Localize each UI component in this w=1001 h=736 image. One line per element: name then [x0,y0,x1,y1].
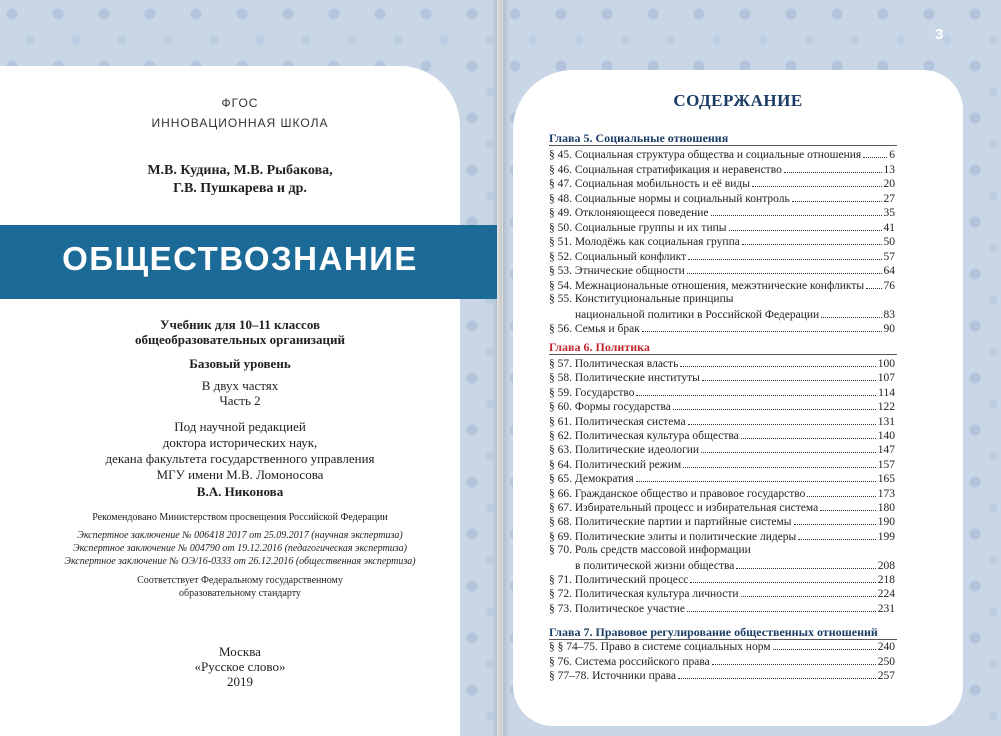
toc-item [549,515,895,529]
book-gutter [492,0,510,736]
subtitle-line-2: общеобразовательных организаций [134,332,345,347]
toc-chapter-7: Глава 7. Правовое регулирование общественных отношений [549,625,878,639]
toc-item [549,587,895,601]
toc-item-page: 57 [883,250,895,263]
toc-item-title: § § 74–75. Право в системе социальных норм [549,641,771,653]
toc-item-title: § 58. Политические институты [549,372,700,385]
toc-item [549,264,895,278]
toc-item-page: 114 [878,386,895,399]
toc-chapter-5: Глава 5. Социальные отношения [549,131,729,145]
toc-item-page: 35 [883,207,895,219]
toc-item [549,640,895,654]
toc-leader-dots [752,177,882,187]
toc-item [549,177,895,191]
toc-item-page: 83 [883,308,895,321]
toc-item-page: 131 [877,415,895,428]
toc-leader-dots [688,250,881,260]
recommendation-note: Рекомендовано Министерством просвещения Российской Федерации [92,512,388,523]
toc-item-title: § 54. Межнациональные отношения, межэтнические конфликты [549,279,865,292]
toc-item [549,206,895,220]
toc-leader-dots [742,235,882,245]
series-school-label: ИННОВАЦИОННАЯ ШКОЛА [151,116,329,130]
toc-item-page: 240 [877,641,895,653]
toc-item-page: 76 [883,279,895,292]
toc-item-title: § 65. Демократия [549,473,634,486]
toc-item [549,250,895,264]
toc-item-page: 6 [889,149,895,161]
expert-note-2: Экспертное заключение № 004790 от 19.12.2016 (педагогическая экспертиза) [73,543,407,554]
editor-line-2: доктора исторических наук, [162,435,318,450]
toc-item-page: 100 [877,358,895,370]
toc-item-title: § 55. Конституциональные принципы [549,293,734,305]
toc-item-page: 199 [877,530,895,543]
toc-item [549,322,895,336]
toc-item-page: 147 [877,444,895,457]
toc-item-page: 208 [877,559,895,572]
toc-leader-dots [798,530,875,540]
toc-item-page: 64 [883,265,895,277]
toc-item-title: § 59. Государство [549,386,635,399]
toc-item [549,458,895,472]
toc-item-page: 157 [877,458,895,471]
standard-note-1: Соответствует Федеральному государственному [137,575,343,586]
toc-item [549,357,895,371]
toc-item [549,279,895,293]
toc-leader-dots [794,515,876,525]
toc-leader-dots [863,148,887,158]
toc-item-title: § 66. Гражданское общество и правовое государство [549,487,806,500]
toc-item [549,472,895,486]
standard-note-2: образовательному стандарту [179,588,301,599]
toc-item-page: 257 [877,670,895,682]
toc-leader-dots [636,472,876,482]
toc-item-title: § 67. Избирательный процесс и избирательная система [549,502,819,514]
editor-line-4: МГУ имени М.В. Ломоносова [156,467,324,482]
toc-item [549,293,895,307]
authors-line-1: М.В. Кудина, М.В. Рыбакова, [147,163,333,178]
toc-item-title: § 48. Социальные нормы и социальный контроль [549,192,790,205]
toc-item-title: в политической жизни общества [575,559,735,572]
toc-leader-dots [821,308,881,318]
toc-item [549,544,895,558]
toc-item-title: § 71. Политический процесс [549,574,689,586]
toc-item-page: 27 [883,192,895,205]
toc-leader-dots [792,192,882,202]
toc-item-page: 122 [877,401,895,414]
toc-item [549,655,895,669]
authors-line-2: Г.В. Пушкарева и др. [173,181,307,196]
toc-leader-dots [729,221,882,231]
toc-item [549,192,895,206]
toc-item-page: 90 [883,323,895,335]
toc-item-title: § 77–78. Источники права [549,670,676,682]
toc-item-title: § 68. Политические партии и партийные системы [549,516,792,529]
toc-leader-dots [688,415,876,425]
toc-leader-dots [690,573,875,583]
toc-item-page: 218 [877,574,895,586]
publication-year: 2019 [227,674,253,689]
toc-item-title: § 61. Политическая система [549,415,686,428]
toc-item-title: § 53. Этнические общности [549,265,685,277]
toc-item-title: § 60. Формы государства [549,401,671,414]
toc-item [549,602,895,616]
toc-item [549,308,895,322]
toc-item-title: § 73. Политическое участие [549,602,686,615]
toc-leader-dots [866,279,881,289]
page-number: 3 [935,26,944,43]
toc-item [549,669,895,683]
chapter-5-rule [549,145,897,146]
toc-item [549,487,895,501]
toc-item [549,573,895,587]
toc-item-title: § 51. Молодёжь как социальная группа [549,236,740,248]
toc-item [549,415,895,429]
toc-leader-dots [741,429,876,439]
toc-leader-dots [741,587,876,597]
toc-item-title: § 72. Политическая культура личности [549,588,739,601]
toc-item-title: § 50. Социальные группы и их типы [549,221,727,234]
toc-item [549,429,895,443]
toc-leader-dots [784,163,882,173]
toc-leader-dots [678,669,876,679]
toc-item-page: 20 [883,178,895,190]
editor-line-3: декана факультета государственного управления [105,451,375,466]
toc-leader-dots [673,400,876,410]
publisher-city: Москва [219,644,261,659]
toc-leader-dots [807,487,875,497]
toc-item-title: § 56. Семья и брак [549,323,640,335]
part-label: Часть 2 [219,393,261,408]
toc-leader-dots [687,264,882,274]
toc-item [549,400,895,414]
toc-item-page: 13 [883,163,895,176]
toc-leader-dots [712,655,876,665]
toc-item-title: § 76. Система российского права [549,655,710,668]
toc-leader-dots [711,206,882,216]
toc-item [549,530,895,544]
toc-item [549,386,895,400]
editor-name: В.А. Никонова [196,484,284,499]
toc-leader-dots [702,371,876,381]
toc-item [549,163,895,177]
level-label: Базовый уровень [189,356,291,371]
toc-item [549,371,895,385]
toc-leader-dots [701,443,876,453]
toc-item-page: 250 [877,655,895,668]
toc-item-title: § 52. Социальный конфликт [549,250,687,263]
toc-item-title: § 70. Роль средств массовой информации [549,544,751,557]
parts-label: В двух частях [201,378,279,393]
toc-item-title: § 64. Политический режим [549,458,682,471]
toc-item [549,221,895,235]
toc-item-title: § 69. Политические элиты и политические лидеры [549,530,797,543]
toc-leader-dots [820,501,876,511]
toc-leader-dots [773,640,876,650]
toc-item [549,148,895,162]
toc-chapter-6: Глава 6. Политика [549,340,650,354]
toc-item-page: 173 [877,487,895,500]
editor-line-1: Под научной редакцией [174,419,306,434]
toc-item [549,559,895,573]
expert-note-3: Экспертное заключение № ОЭ/16-0333 от 26.12.2016 (общественная экспертиза) [64,556,416,567]
toc-item-page: 190 [877,516,895,529]
series-label: ФГОС [221,96,259,110]
toc-item [549,501,895,515]
toc-item [549,235,895,249]
toc-leader-dots [736,559,875,569]
toc-item-title: § 62. Политическая культура общества [549,430,739,442]
toc-leader-dots [636,386,876,396]
toc-item-title: национальной политики в Российской Федерации [575,308,820,321]
chapter-6-rule [549,354,897,355]
toc-item-page: 180 [877,502,895,514]
toc-item-title: § 63. Политические идеологии [549,444,700,457]
toc-item-page: 231 [877,602,895,615]
toc-item-page: 140 [877,430,895,442]
toc-leader-dots [687,602,876,612]
toc-heading: СОДЕРЖАНИЕ [673,91,803,110]
toc-item-title: § 45. Социальная структура общества и социальные отношения [549,149,862,161]
toc-leader-dots [683,458,876,468]
toc-item-title: § 46. Социальная стратификация и неравенство [549,163,782,176]
publisher-name: «Русское слово» [194,659,286,674]
toc-leader-dots [680,357,875,367]
toc-item-title: § 57. Политическая власть [549,358,679,370]
toc-item-page: 41 [883,221,895,234]
expert-note-1: Экспертное заключение № 006418 2017 от 25.09.2017 (научная экспертиза) [77,530,403,541]
toc-item-title: § 49. Отклоняющееся поведение [549,207,709,219]
subtitle-line-1: Учебник для 10–11 классов [159,317,321,332]
book-title: ОБЩЕСТВОЗНАНИЕ [62,240,418,277]
toc-item [549,443,895,457]
toc-item-title: § 47. Социальная мобильность и её виды [549,178,750,190]
toc-item-page: 107 [877,372,895,385]
toc-item-page: 224 [877,588,895,601]
toc-item-page: 165 [877,473,895,486]
toc-item-page: 50 [883,236,895,248]
toc-leader-dots [642,322,882,332]
